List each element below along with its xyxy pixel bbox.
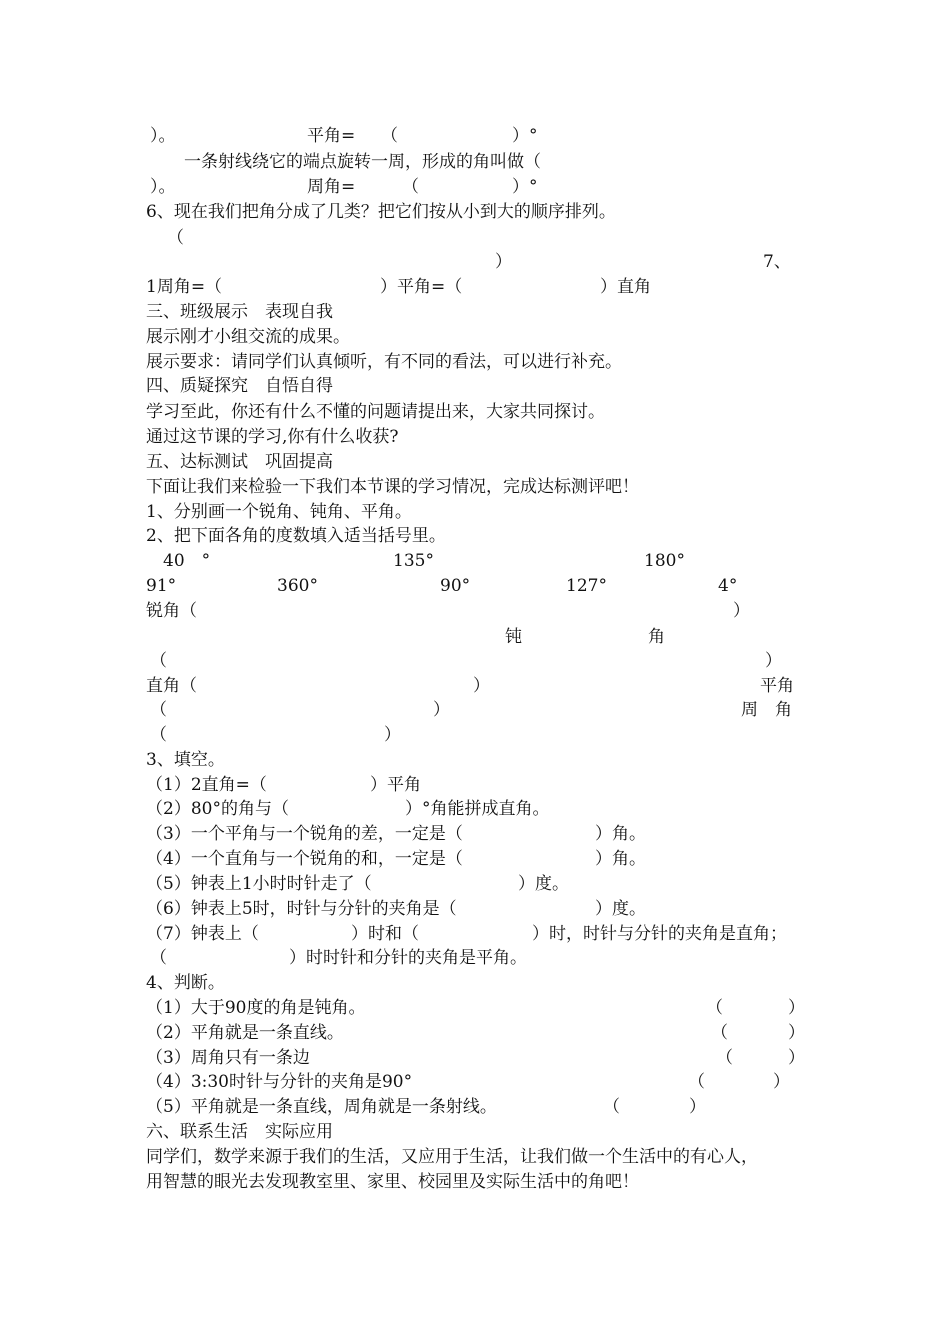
fill-item-1-tail: ）平角 [370, 775, 421, 795]
fill-item-7: （7）钟表上（ [146, 924, 259, 944]
obtuse-angle-label: 角 [648, 627, 665, 647]
blank-close: ） [765, 651, 782, 671]
text-fragment: ）。 [150, 126, 176, 146]
question-7-part-b: ）平角=（ [380, 277, 463, 297]
fill-item-6-tail: ）度。 [595, 899, 646, 919]
blank-close: ） [689, 1097, 706, 1117]
blank-close: ）° [512, 177, 538, 197]
exercise-3: 3、填空。 [146, 750, 225, 770]
angle-value: 180° [644, 551, 685, 571]
blank-close: ） [473, 676, 490, 696]
paragraph: 展示刚才小组交流的成果。 [146, 327, 350, 347]
fill-item-6: （6）钟表上5时，时针与分针的夹角是（ [146, 899, 457, 919]
exercise-4: 4、判断。 [146, 973, 225, 993]
judge-item-4: （4）3:30时针与分针的夹角是90° [146, 1072, 413, 1092]
paragraph: 学习至此，你还有什么不懂的问题请提出来，大家共同探讨。 [146, 402, 605, 422]
fill-item-2: （2）80°的角与（ [146, 799, 289, 819]
blank-open: （ [381, 126, 398, 146]
fill-item-5-tail: ）度。 [518, 874, 569, 894]
full-angle-definition: 一条射线绕它的端点旋转一周，形成的角叫做（ [184, 152, 541, 172]
fill-item-4-tail: ）角。 [595, 849, 646, 869]
section-heading-4: 四、质疑探究 自悟自得 [146, 376, 333, 396]
blank-close: ） [384, 725, 401, 745]
judge-item-3: （3）周角只有一条边 [146, 1048, 310, 1068]
angle-value: 91° [146, 576, 177, 596]
angle-value: 90° [440, 576, 471, 596]
paragraph: 下面让我们来检验一下我们本节课的学习情况，完成达标测评吧！ [146, 477, 639, 497]
straight-angle-label: 平角 [760, 676, 794, 696]
blank-open: （ [688, 1072, 705, 1092]
angle-value: 360° [277, 576, 318, 596]
question-7-number: 7、 [763, 252, 791, 272]
fill-item-1: （1）2直角=（ [146, 775, 267, 795]
blank-open: （ [711, 1023, 728, 1043]
fill-item-2-tail: ）°角能拼成直角。 [405, 799, 550, 819]
blank-close: ） [788, 1048, 805, 1068]
judge-item-1: （1）大于90度的角是钝角。 [146, 998, 366, 1018]
blank-close: ） [733, 601, 750, 621]
paragraph: 用智慧的眼光去发现教室里、家里、校园里及实际生活中的角吧！ [146, 1172, 639, 1192]
acute-angle-label: 锐角（ [146, 601, 197, 621]
blank-open: （ [706, 998, 723, 1018]
blank-open: （ [167, 228, 184, 248]
blank-open: （ [150, 651, 167, 671]
blank-close: ） [788, 998, 805, 1018]
full-angle-label: 周角= [307, 177, 356, 197]
section-heading-6: 六、联系生活 实际应用 [146, 1122, 333, 1142]
fill-item-3: （3）一个平角与一个锐角的差，一定是（ [146, 824, 463, 844]
angle-value: 127° [566, 576, 607, 596]
blank-open: （ [603, 1097, 620, 1117]
angle-value: 4° [718, 576, 738, 596]
straight-angle-label: 平角= [307, 126, 356, 146]
blank-close: ）° [512, 126, 538, 146]
blank-open: （ [402, 177, 419, 197]
blank-open: （ [716, 1048, 733, 1068]
fill-item-4: （4）一个直角与一个锐角的和，一定是（ [146, 849, 463, 869]
exercise-2: 2、把下面各角的度数填入适当括号里。 [146, 526, 446, 546]
judge-item-5: （5）平角就是一条直线，周角就是一条射线。 [146, 1097, 497, 1117]
angle-value: 40 ° [163, 551, 211, 571]
section-heading-5: 五、达标测试 巩固提高 [146, 452, 333, 472]
right-angle-label: 直角（ [146, 676, 197, 696]
blank-open: （ [150, 700, 167, 720]
fill-item-7-tail: ）时，时针与分针的夹角是直角； [532, 924, 787, 944]
judge-item-2: （2）平角就是一条直线。 [146, 1023, 344, 1043]
blank-close: ） [495, 252, 512, 272]
blank-open: （ [150, 725, 167, 745]
full-angle-label: 周 角 [741, 700, 792, 720]
question-7-part-a: 1周角=（ [146, 277, 223, 297]
text-fragment: ）。 [150, 177, 176, 197]
section-heading-3: 三、班级展示 表现自我 [146, 302, 333, 322]
fill-item-3-tail: ）角。 [595, 824, 646, 844]
blank-close: ） [433, 700, 450, 720]
obtuse-angle-label: 钝 [505, 627, 522, 647]
paragraph: 同学们，数学来源于我们的生活，又应用于生活，让我们做一个生活中的有心人， [146, 1147, 758, 1167]
paragraph: 展示要求：请同学们认真倾听，有不同的看法，可以进行补充。 [146, 352, 622, 372]
fill-item-7-mid: ）时和（ [351, 924, 419, 944]
question-7-part-c: ）直角 [600, 277, 651, 297]
fill-item-7-tail-2: ）时时针和分针的夹角是平角。 [289, 948, 527, 968]
paragraph: 通过这节课的学习,你有什么收获? [146, 427, 399, 447]
blank-close: ） [788, 1023, 805, 1043]
angle-value: 135° [393, 551, 434, 571]
exercise-1: 1、分别画一个锐角、钝角、平角。 [146, 502, 412, 522]
blank-open: （ [150, 948, 167, 968]
fill-item-5: （5）钟表上1小时时针走了（ [146, 874, 372, 894]
question-6: 6、现在我们把角分成了几类？把它们按从小到大的顺序排列。 [146, 202, 616, 222]
blank-close: ） [773, 1072, 790, 1092]
